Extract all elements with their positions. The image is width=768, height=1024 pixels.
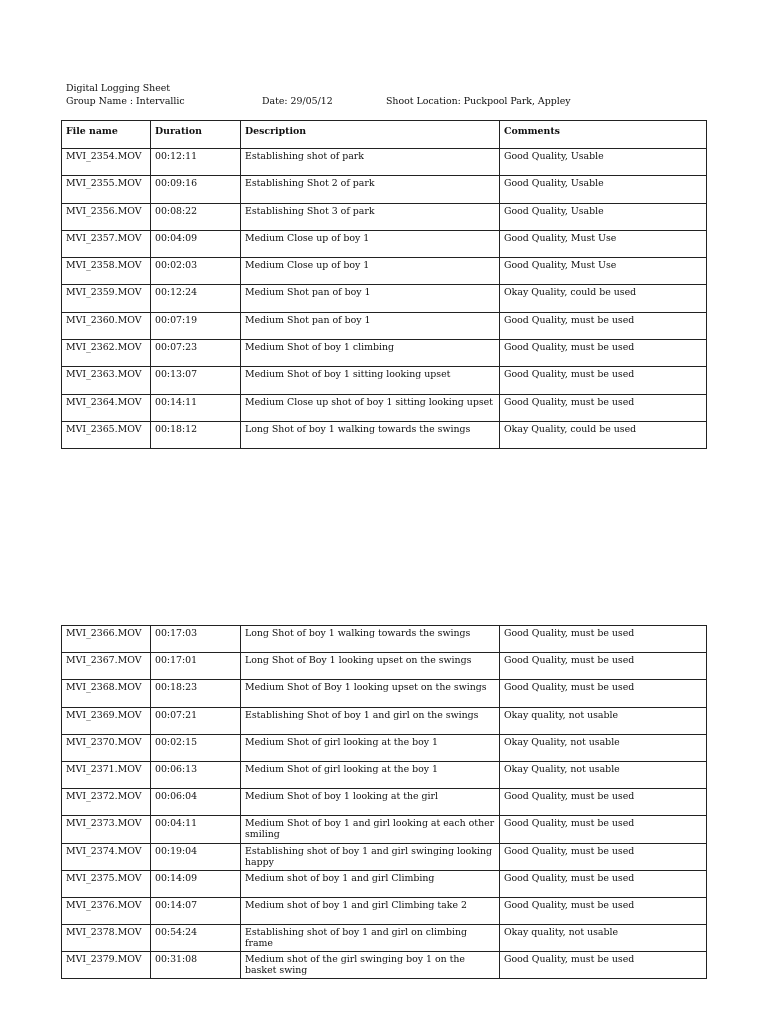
description-cell: Long Shot of Boy 1 looking upset on the swings: [241, 653, 500, 680]
shoot-date: Date: 29/05/12: [262, 96, 333, 107]
comments-cell: Good Quality, must be used: [500, 952, 707, 979]
duration-cell: 00:19:04: [151, 843, 241, 870]
file-name-cell: MVI_2379.MOV: [62, 952, 151, 979]
file-name-cell: MVI_2364.MOV: [62, 394, 151, 421]
table-row: [62, 203, 707, 230]
comments-cell: Okay Quality, could be used: [500, 285, 707, 312]
duration-cell: 00:07:21: [151, 707, 241, 734]
comments-cell: Good Quality, must be used: [500, 367, 707, 394]
table-row: [62, 870, 707, 897]
comments-cell: Good Quality, must be used: [500, 816, 707, 843]
table-row: [62, 925, 707, 952]
comments-cell: Good Quality, Must Use: [500, 258, 707, 285]
column-header-duration: Duration: [151, 121, 241, 149]
duration-cell: 00:14:09: [151, 870, 241, 897]
group-name: Group Name : Intervallic: [66, 96, 185, 107]
table-row: [62, 230, 707, 257]
table-row: [62, 843, 707, 870]
file-name-cell: MVI_2366.MOV: [62, 626, 151, 653]
file-name-cell: MVI_2378.MOV: [62, 925, 151, 952]
description-cell: Establishing Shot 3 of park: [241, 203, 500, 230]
comments-cell: Okay Quality, not usable: [500, 734, 707, 761]
comments-cell: Good Quality, must be used: [500, 680, 707, 707]
column-header-description: Description: [241, 121, 500, 149]
duration-cell: 00:06:13: [151, 761, 241, 788]
table-row: [62, 789, 707, 816]
duration-cell: 00:07:19: [151, 312, 241, 339]
duration-cell: 00:06:04: [151, 789, 241, 816]
description-cell: Medium Shot of Boy 1 looking upset on the swings: [241, 680, 500, 707]
file-name-cell: MVI_2365.MOV: [62, 421, 151, 448]
table-row: [62, 258, 707, 285]
comments-cell: Good Quality, must be used: [500, 653, 707, 680]
description-cell: Establishing shot of boy 1 and girl on climbing frame: [241, 925, 500, 952]
comments-cell: Good Quality, must be used: [500, 626, 707, 653]
table-row: [62, 816, 707, 843]
duration-cell: 00:08:22: [151, 203, 241, 230]
table-row: [62, 312, 707, 339]
duration-cell: 00:04:09: [151, 230, 241, 257]
duration-cell: 00:17:01: [151, 653, 241, 680]
description-cell: Medium Close up of boy 1: [241, 230, 500, 257]
comments-cell: Good Quality, Usable: [500, 176, 707, 203]
logging-table-2: [61, 625, 707, 979]
comments-cell: Okay quality, not usable: [500, 925, 707, 952]
file-name-cell: MVI_2356.MOV: [62, 203, 151, 230]
comments-cell: Good Quality, Must Use: [500, 230, 707, 257]
sheet-title: Digital Logging Sheet: [66, 83, 171, 94]
file-name-cell: MVI_2360.MOV: [62, 312, 151, 339]
description-cell: Medium Shot pan of boy 1: [241, 285, 500, 312]
table-header-row: [62, 121, 707, 149]
table-row: [62, 367, 707, 394]
table-row: [62, 285, 707, 312]
duration-cell: 00:14:11: [151, 394, 241, 421]
table-row: [62, 761, 707, 788]
table-row: [62, 340, 707, 367]
file-name-cell: MVI_2370.MOV: [62, 734, 151, 761]
description-cell: Establishing Shot of boy 1 and girl on the swings: [241, 707, 500, 734]
description-cell: Establishing shot of park: [241, 149, 500, 176]
comments-cell: Good Quality, must be used: [500, 340, 707, 367]
file-name-cell: MVI_2368.MOV: [62, 680, 151, 707]
comments-cell: Good Quality, Usable: [500, 203, 707, 230]
file-name-cell: MVI_2369.MOV: [62, 707, 151, 734]
file-name-cell: MVI_2359.MOV: [62, 285, 151, 312]
file-name-cell: MVI_2373.MOV: [62, 816, 151, 843]
description-cell: Medium shot of boy 1 and girl Climbing: [241, 870, 500, 897]
duration-cell: 00:14:07: [151, 897, 241, 924]
description-cell: Medium Shot of boy 1 sitting looking upset: [241, 367, 500, 394]
table-row: [62, 707, 707, 734]
duration-cell: 00:18:12: [151, 421, 241, 448]
description-cell: Medium Shot pan of boy 1: [241, 312, 500, 339]
table-row: [62, 952, 707, 979]
file-name-cell: MVI_2375.MOV: [62, 870, 151, 897]
description-cell: Medium shot of the girl swinging boy 1 on the basket swing: [241, 952, 500, 979]
file-name-cell: MVI_2376.MOV: [62, 897, 151, 924]
duration-cell: 00:07:23: [151, 340, 241, 367]
table-row: [62, 680, 707, 707]
description-cell: Medium Shot of boy 1 climbing: [241, 340, 500, 367]
file-name-cell: MVI_2363.MOV: [62, 367, 151, 394]
comments-cell: Good Quality, must be used: [500, 897, 707, 924]
duration-cell: 00:12:24: [151, 285, 241, 312]
comments-cell: Good Quality, Usable: [500, 149, 707, 176]
description-cell: Long Shot of boy 1 walking towards the swings: [241, 626, 500, 653]
file-name-cell: MVI_2371.MOV: [62, 761, 151, 788]
comments-cell: Good Quality, must be used: [500, 843, 707, 870]
table-body: [62, 149, 707, 449]
comments-cell: Okay quality, not usable: [500, 707, 707, 734]
file-name-cell: MVI_2357.MOV: [62, 230, 151, 257]
duration-cell: 00:09:16: [151, 176, 241, 203]
comments-cell: Good Quality, must be used: [500, 870, 707, 897]
table-row: [62, 394, 707, 421]
description-cell: Medium shot of boy 1 and girl Climbing take 2: [241, 897, 500, 924]
duration-cell: 00:13:07: [151, 367, 241, 394]
file-name-cell: MVI_2354.MOV: [62, 149, 151, 176]
file-name-cell: MVI_2367.MOV: [62, 653, 151, 680]
shoot-location: Shoot Location: Puckpool Park, Appley: [386, 96, 571, 107]
duration-cell: 00:04:11: [151, 816, 241, 843]
comments-cell: Okay Quality, not usable: [500, 761, 707, 788]
duration-cell: 00:18:23: [151, 680, 241, 707]
duration-cell: 00:31:08: [151, 952, 241, 979]
description-cell: Medium Shot of boy 1 looking at the girl: [241, 789, 500, 816]
logging-table-1: [61, 120, 707, 449]
table-row: [62, 421, 707, 448]
table-body: [62, 626, 707, 979]
file-name-cell: MVI_2372.MOV: [62, 789, 151, 816]
table-row: [62, 626, 707, 653]
file-name-cell: MVI_2374.MOV: [62, 843, 151, 870]
description-cell: Medium Shot of girl looking at the boy 1: [241, 734, 500, 761]
duration-cell: 00:17:03: [151, 626, 241, 653]
table-row: [62, 149, 707, 176]
duration-cell: 00:02:03: [151, 258, 241, 285]
description-cell: Long Shot of boy 1 walking towards the swings: [241, 421, 500, 448]
duration-cell: 00:54:24: [151, 925, 241, 952]
file-name-cell: MVI_2355.MOV: [62, 176, 151, 203]
comments-cell: Good Quality, must be used: [500, 789, 707, 816]
duration-cell: 00:02:15: [151, 734, 241, 761]
column-header-file-name: File name: [62, 121, 151, 149]
description-cell: Medium Shot of girl looking at the boy 1: [241, 761, 500, 788]
column-header-comments: Comments: [500, 121, 707, 149]
description-cell: Medium Shot of boy 1 and girl looking at each other smiling: [241, 816, 500, 843]
table-row: [62, 653, 707, 680]
description-cell: Medium Close up of boy 1: [241, 258, 500, 285]
description-cell: Establishing Shot 2 of park: [241, 176, 500, 203]
file-name-cell: MVI_2362.MOV: [62, 340, 151, 367]
comments-cell: Good Quality, must be used: [500, 312, 707, 339]
description-cell: Medium Close up shot of boy 1 sitting looking upset: [241, 394, 500, 421]
table-row: [62, 897, 707, 924]
comments-cell: Okay Quality, could be used: [500, 421, 707, 448]
table-row: [62, 734, 707, 761]
description-cell: Establishing shot of boy 1 and girl swinging looking happy: [241, 843, 500, 870]
comments-cell: Good Quality, must be used: [500, 394, 707, 421]
table-row: [62, 176, 707, 203]
file-name-cell: MVI_2358.MOV: [62, 258, 151, 285]
duration-cell: 00:12:11: [151, 149, 241, 176]
